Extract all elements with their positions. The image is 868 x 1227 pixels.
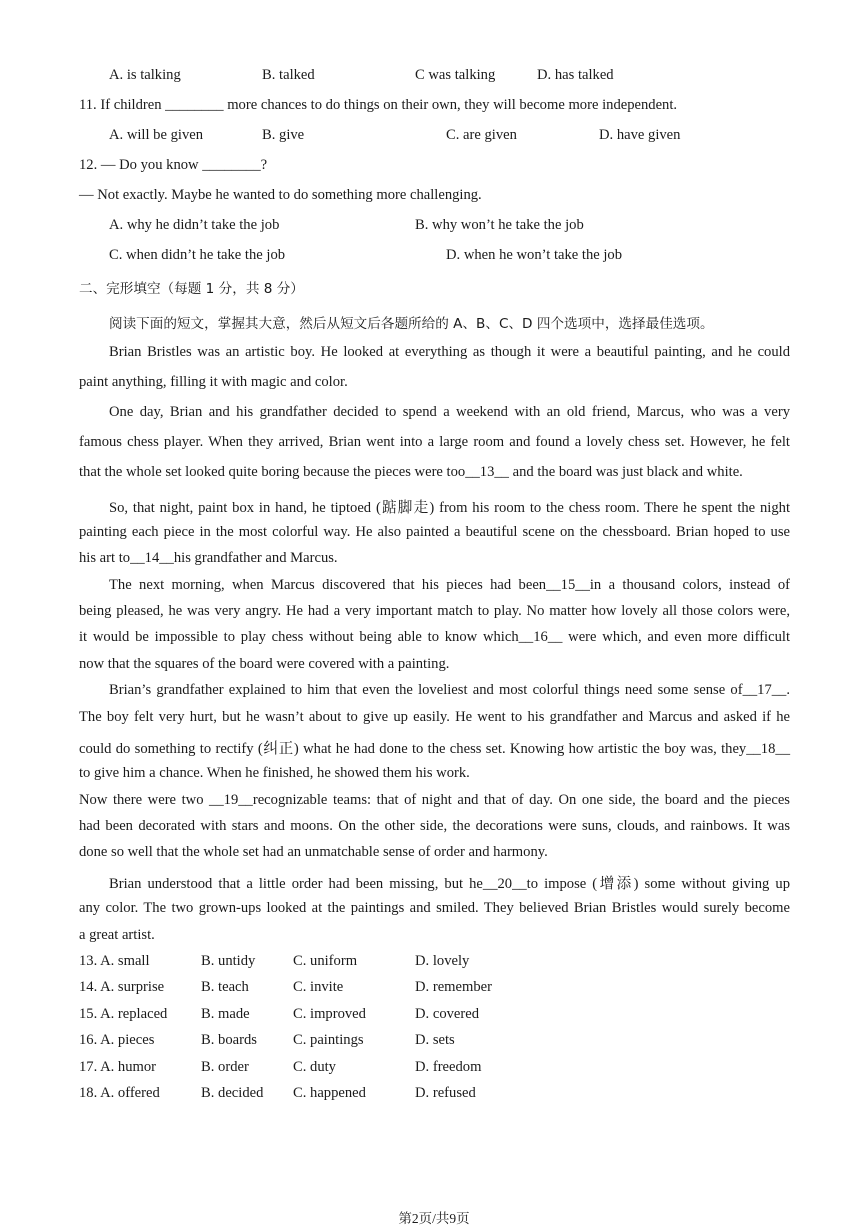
option-cell: C. improved bbox=[293, 1006, 366, 1022]
page-footer: 第2页/共9页 bbox=[398, 1211, 470, 1226]
option-cell: 16. A. pieces bbox=[79, 1032, 155, 1048]
passage-line: One day, Brian and his grandfather decided to spend a weekend with an old friend, Marcus, who was a very bbox=[109, 404, 790, 420]
option-cell: B. boards bbox=[201, 1032, 257, 1048]
passage-line: being pleased, he was very angry. He had a very important match to play. No matter how lovely all those colors were, bbox=[79, 603, 790, 619]
option-cell: D. covered bbox=[415, 1006, 480, 1022]
q12-option-c: C. when didn’t he take the job bbox=[109, 247, 286, 263]
q11-stem: 11. If children ________ more chances to do things on their own, they will become more independent. bbox=[79, 97, 678, 113]
option-cell: D. remember bbox=[415, 979, 492, 995]
q11-option-c: C. are given bbox=[446, 127, 517, 143]
passage-line: famous chess player. When they arrived, Brian went into a large room and found a lovely chess set. However, he felt bbox=[79, 434, 790, 450]
q10-option-c: C was talking bbox=[415, 67, 496, 83]
passage-line: his art to__14__his grandfather and Marcus. bbox=[79, 550, 338, 566]
passage-line: a great artist. bbox=[79, 927, 155, 943]
passage-line: now that the squares of the board were covered with a painting. bbox=[79, 656, 450, 672]
option-cell: 14. A. surprise bbox=[79, 979, 165, 995]
q10-option-a: A. is talking bbox=[109, 67, 181, 83]
passage-line: any color. The two grown-ups looked at the paintings and smiled. They believed Brian Bristles would surely become bbox=[79, 900, 790, 916]
passage-line: could do something to rectify (纠正) what he had done to the chess set. Knowing how artistic the boy was, they__18__ bbox=[79, 741, 790, 757]
option-cell: D. lovely bbox=[415, 953, 470, 969]
option-cell: B. untidy bbox=[201, 953, 256, 969]
option-cell: B. order bbox=[201, 1059, 249, 1075]
passage-line: that the whole set looked quite boring because the pieces were too__13__ and the board was just black and white. bbox=[79, 464, 743, 480]
q11-option-a: A. will be given bbox=[109, 127, 204, 143]
q10-option-b: B. talked bbox=[262, 67, 315, 83]
section-instruction: 阅读下面的短文，掌握其大意，然后从短文后各题所给的 A、B、C、D 四个选项中，选择最佳选项。 bbox=[109, 316, 714, 332]
option-cell: D. refused bbox=[415, 1085, 476, 1101]
option-cell: C. happened bbox=[293, 1085, 366, 1101]
passage-line: painting each piece in the most colorful way. He also painted a beautiful scene on the chessboard. Brian hoped to use bbox=[79, 524, 790, 540]
option-cell: 13. A. small bbox=[79, 953, 150, 969]
option-cell: C. paintings bbox=[293, 1032, 364, 1048]
q11-option-b: B. give bbox=[262, 127, 305, 143]
option-cell: B. teach bbox=[201, 979, 249, 995]
option-cell: 18. A. offered bbox=[79, 1085, 160, 1101]
passage-line: to give him a chance. When he finished, he showed them his work. bbox=[79, 765, 470, 781]
option-cell: C. uniform bbox=[293, 953, 358, 969]
passage-line: had been decorated with stars and moons. On the other side, the decorations were suns, clouds, and rainbows. It was bbox=[79, 818, 790, 834]
passage-line: The boy felt very hurt, but he wasn’t about to give up easily. He went to his grandfather and Marcus and asked if he bbox=[79, 709, 790, 725]
option-cell: D. freedom bbox=[415, 1059, 482, 1075]
option-cell: 15. A. replaced bbox=[79, 1006, 168, 1022]
option-cell: B. made bbox=[201, 1006, 250, 1022]
option-cell: B. decided bbox=[201, 1085, 264, 1101]
passage-line: done so well that the whole set had an unmatchable sense of order and harmony. bbox=[79, 844, 548, 860]
passage-line: Brian’s grandfather explained to him that even the loveliest and most colorful things need some sense of__17__. bbox=[109, 682, 790, 698]
q12-option-d: D. when he won’t take the job bbox=[446, 247, 623, 263]
q12-reply: — Not exactly. Maybe he wanted to do something more challenging. bbox=[79, 187, 482, 203]
option-cell: C. invite bbox=[293, 979, 344, 995]
passage-line: Now there were two __19__recognizable teams: that of night and that of day. On one side, the board and the pieces bbox=[79, 792, 790, 808]
q12-option-a: A. why he didn’t take the job bbox=[109, 217, 280, 233]
q12-stem: 12. — Do you know ________? bbox=[79, 157, 268, 173]
passage-line: Brian understood that a little order had been missing, but he__20__to impose (增添) some without giving up bbox=[109, 876, 790, 892]
q10-option-d: D. has talked bbox=[537, 67, 614, 83]
option-cell: D. sets bbox=[415, 1032, 455, 1048]
section-heading: 二、完形填空（每题 1 分，共 8 分） bbox=[79, 281, 304, 297]
passage-line: So, that night, paint box in hand, he tiptoed (踮脚走) from his room to the chess room. There he spent the night bbox=[109, 500, 790, 516]
passage-line: The next morning, when Marcus discovered that his pieces had been__15__in a thousand colors, instead of bbox=[109, 577, 790, 593]
q12-option-b: B. why won’t he take the job bbox=[415, 217, 584, 233]
passage-line: it would be impossible to play chess without being able to know which__16__ were which, and even more difficult bbox=[79, 629, 790, 645]
passage-line: paint anything, filling it with magic and color. bbox=[79, 374, 348, 390]
option-cell: C. duty bbox=[293, 1059, 336, 1075]
option-cell: 17. A. humor bbox=[79, 1059, 157, 1075]
q11-option-d: D. have given bbox=[599, 127, 681, 143]
passage-line: Brian Bristles was an artistic boy. He looked at everything as though it were a beautiful painting, and he could bbox=[109, 344, 790, 360]
